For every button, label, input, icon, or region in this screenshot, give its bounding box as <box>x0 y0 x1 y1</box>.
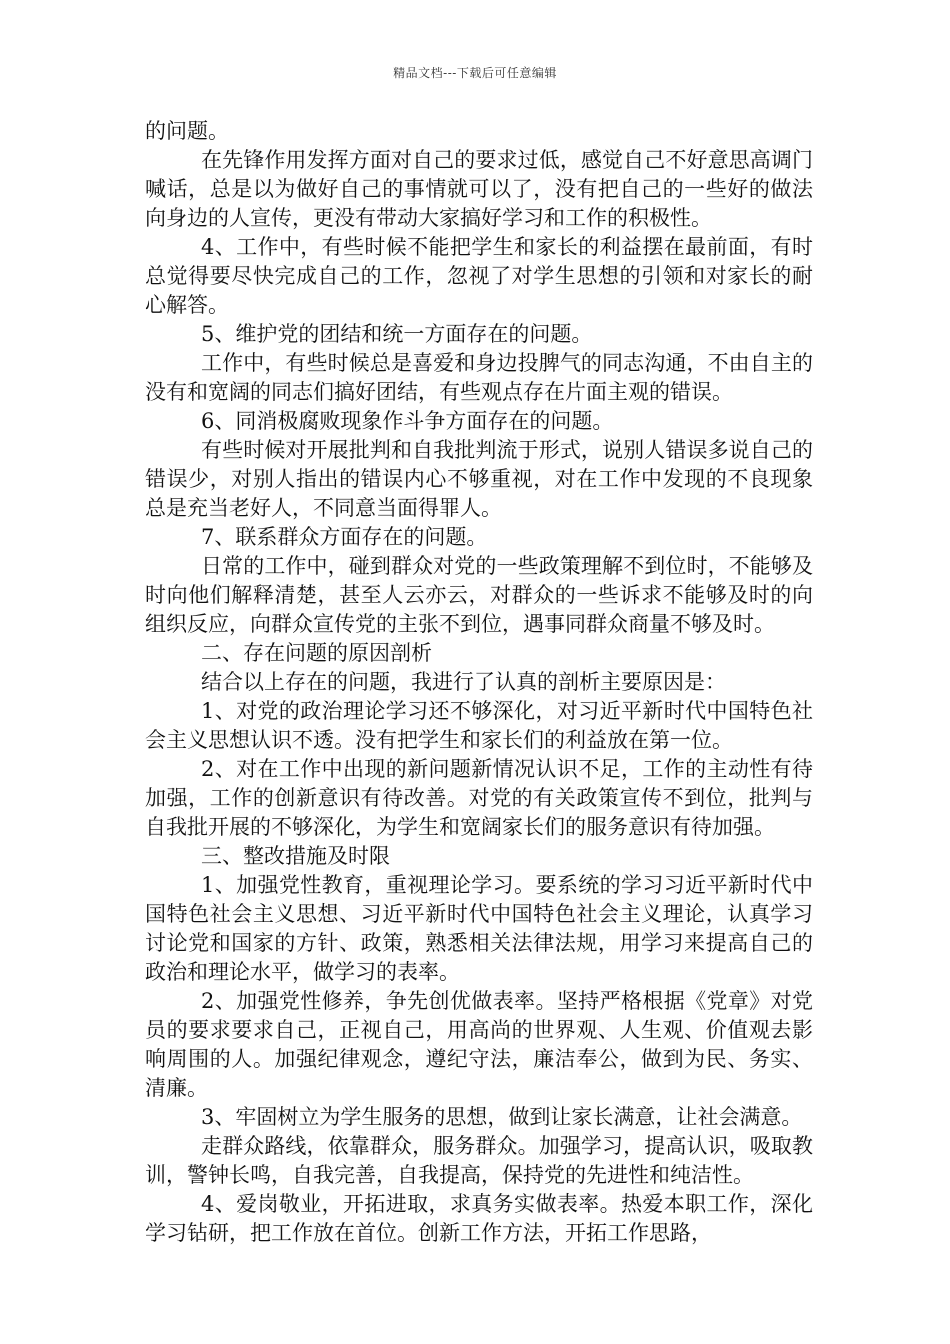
paragraph: 二、存在问题的原因剖析 <box>201 641 432 665</box>
paragraph: 三、整改措施及时限 <box>201 844 390 868</box>
paragraph: 日常的工作中，碰到群众对党的一些政策理解不到位时，不能够及时向他们解释清楚，甚至人云亦云，对群众的一些诉求不能够及时的向组织反应，向群众宣传党的主张不到位，遇事同群众商量不够及时。 <box>145 554 813 636</box>
paragraph: 有些时候对开展批判和自我批判流于形式，说别人错误多说自己的错误少，对别人指出的错误内心不够重视，对在工作中发现的不良现象总是充当老好人，不同意当面得罪人。 <box>145 438 813 520</box>
paragraph: 4、爱岗敬业，开拓进取，求真务实做表率。热爱本职工作，深化学习钻研，把工作放在首位。创新工作方法，开拓工作思路， <box>145 1192 813 1245</box>
paragraph: 2、加强党性修养，争先创优做表率。坚持严格根据《党章》对党员的要求要求自己，正视自己，用高尚的世界观、人生观、价值观去影响周围的人。加强纪律观念，遵纪守法，廉洁奉公，做到为民、务实、清廉。 <box>145 989 813 1100</box>
page-header: 精品文档---下载后可任意编辑 <box>393 66 557 80</box>
paragraph: 在先锋作用发挥方面对自己的要求过低，感觉自己不好意思高调门喊话，总是以为做好自己的事情就可以了，没有把自己的一些好的做法向身边的人宣传，更没有带动大家搞好学习和工作的积极性。 <box>145 148 813 230</box>
paragraph: 1、加强党性教育，重视理论学习。要系统的学习习近平新时代中国特色社会主义思想、习近平新时代中国特色社会主义理论，认真学习讨论党和国家的方针、政策，熟悉相关法律法规，用学习来提高自己的政治和理论水平，做学习的表率。 <box>145 873 813 984</box>
paragraph: 5、维护党的团结和统一方面存在的问题。 <box>201 322 593 346</box>
paragraph: 走群众路线，依靠群众，服务群众。加强学习，提高认识，吸取教训，警钟长鸣，自我完善，自我提高，保持党的先进性和纯洁性。 <box>145 1134 813 1187</box>
paragraph: 工作中，有些时候总是喜爱和身边投脾气的同志沟通，不由自主的没有和宽阔的同志们搞好团结，有些观点存在片面主观的错误。 <box>145 351 813 404</box>
paragraph: 1、对党的政治理论学习还不够深化，对习近平新时代中国特色社会主义思想认识不透。没有把学生和家长们的利益放在第一位。 <box>145 699 813 752</box>
paragraph: 的问题。 <box>145 119 229 143</box>
paragraph: 3、牢固树立为学生服务的思想，做到让家长满意，让社会满意。 <box>201 1105 803 1129</box>
paragraph: 7、联系群众方面存在的问题。 <box>201 525 488 549</box>
paragraph: 结合以上存在的问题，我进行了认真的剖析主要原因是： <box>201 670 726 694</box>
paragraph: 6、同消极腐败现象作斗争方面存在的问题。 <box>201 409 614 433</box>
paragraph: 2、对在工作中出现的新问题新情况认识不足，工作的主动性有待加强，工作的创新意识有待改善。对党的有关政策宣传不到位，批判与自我批开展的不够深化，为学生和宽阔家长们的服务意识有待加强。 <box>145 757 813 839</box>
paragraph: 4、工作中，有些时候不能把学生和家长的利益摆在最前面，有时总觉得要尽快完成自己的工作，忽视了对学生思想的引领和对家长的耐心解答。 <box>145 235 813 317</box>
document-body <box>145 117 813 1248</box>
